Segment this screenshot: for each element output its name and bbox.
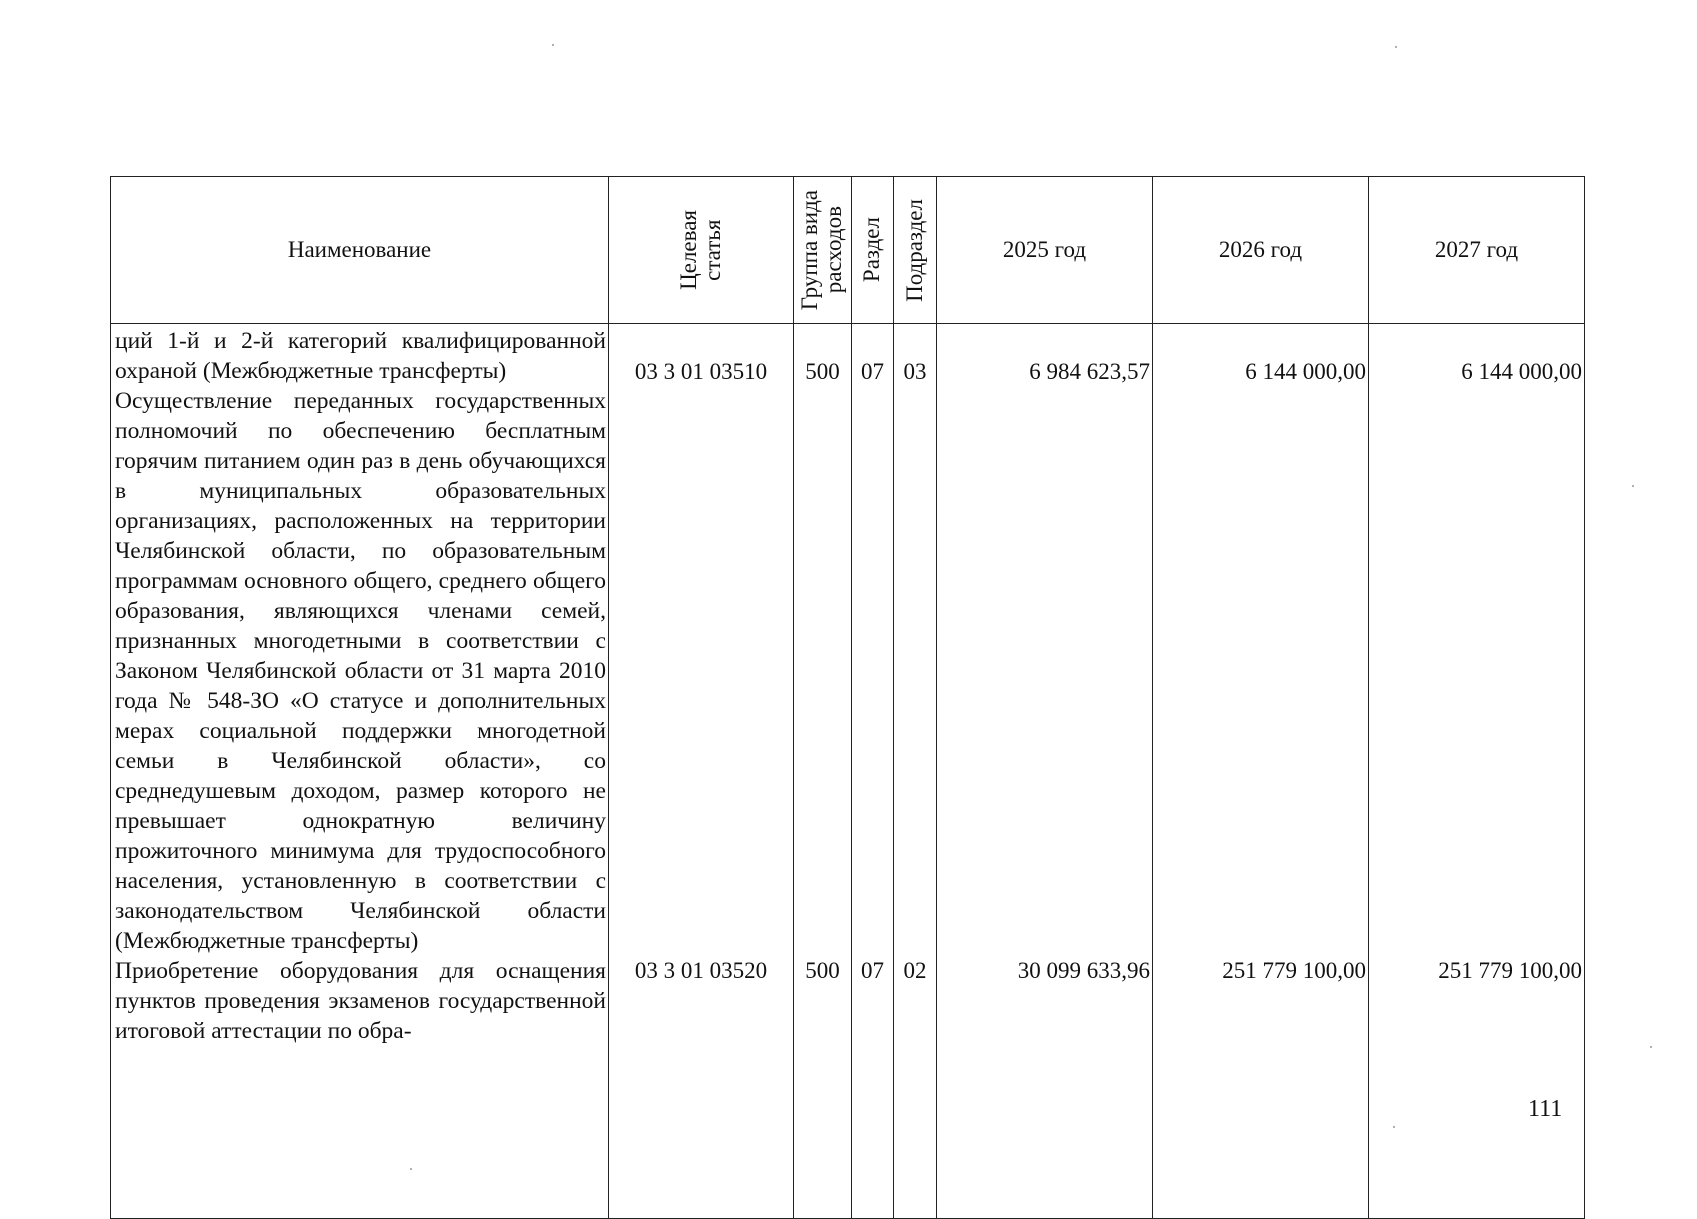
amount-2027-cell — [1369, 324, 1585, 1219]
scan-speck — [410, 1168, 412, 1170]
target-value: 03 3 01 03520 — [634, 958, 768, 983]
amount-2025-cell — [937, 324, 1153, 1219]
amount-2025-value: 6 984 623,57 — [1029, 359, 1150, 384]
scan-speck — [552, 44, 554, 46]
target-cell — [609, 324, 794, 1219]
amount-2025-value: 30 099 633,96 — [1017, 958, 1150, 983]
header-2027: 2027 год — [1369, 177, 1585, 324]
section-cell — [852, 324, 894, 1219]
header-expense-group: Группа вида расходов — [794, 177, 852, 324]
name-paragraph: Осуществление переданных государственных полномочий по обеспечению бесплатным горячим питанием один раз в день обучающихся в муниципальных образовательных организациях, расположенных на территории Челябинской области, по образовательным программам основного общего, среднего общего образования, являющихся членами семей, признанных многодетными в соответствии с Законом Челябинской области от 31 марта 2010 года № 548-ЗО «О статусе и дополнительных мерах социальной поддержки многодетной семьи в Челябинской области», со среднедушевым доходом, размер которого не превышает однократную величину прожиточного минимума для трудоспособного населения, установленную в соответствии с законодательством Челябинской области (Межбюджетные трансферты) — [115, 388, 606, 954]
subsection-value: 02 — [903, 958, 927, 983]
subsection-cell — [894, 324, 937, 1219]
expense-group-value: 500 — [805, 958, 840, 983]
header-subsection: Подраздел — [894, 177, 937, 324]
name-cell — [111, 324, 609, 1219]
header-2025: 2025 год — [937, 177, 1153, 324]
target-value: 03 3 01 03510 — [634, 359, 768, 384]
body-row — [111, 324, 1585, 1219]
header-name: Наименование — [111, 177, 609, 324]
header-2026: 2026 год — [1153, 177, 1369, 324]
expense-group-cell — [794, 324, 852, 1219]
header-row — [111, 177, 1585, 324]
section-value: 07 — [861, 958, 884, 983]
budget-table — [110, 176, 1585, 1219]
subsection-value: 03 — [903, 359, 927, 384]
name-paragraph: Приобретение оборудования для оснащения пунктов проведения экзаменов государственной итоговой аттестации по обра- — [115, 958, 606, 1044]
expense-group-value: 500 — [805, 359, 840, 384]
scan-speck — [1632, 485, 1634, 487]
amount-2027-value: 6 144 000,00 — [1461, 359, 1582, 384]
amount-2026-cell — [1153, 324, 1369, 1219]
amount-2026-value: 251 779 100,00 — [1222, 958, 1366, 983]
header-target: Целевая статья — [609, 177, 794, 324]
name-paragraph: ций 1-й и 2-й категорий квалифицированной охраной (Межбюджетные трансферты) — [115, 328, 606, 384]
header-section: Раздел — [852, 177, 894, 324]
amount-2027-value: 251 779 100,00 — [1438, 958, 1582, 983]
section-value: 07 — [861, 359, 884, 384]
scan-speck — [1395, 46, 1397, 48]
page-number: 111 — [1528, 1096, 1563, 1122]
scan-speck — [1650, 1046, 1652, 1048]
scan-speck — [1393, 1126, 1395, 1128]
amount-2026-value: 6 144 000,00 — [1245, 359, 1366, 384]
